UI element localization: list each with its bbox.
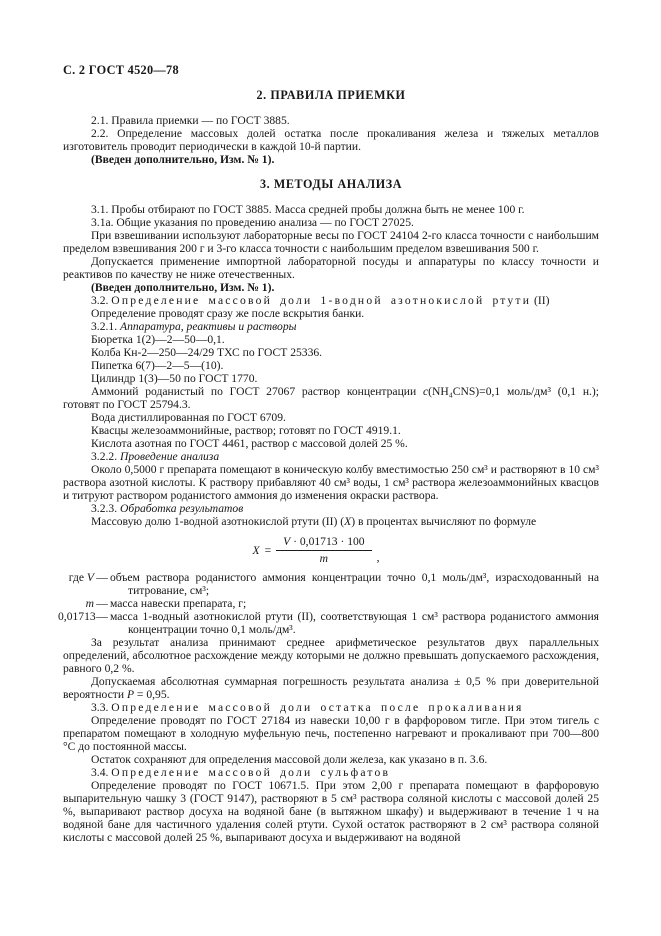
probability-symbol: P xyxy=(126,688,135,701)
formula-intro-variable: X xyxy=(344,515,352,528)
amendment-note-section-2: (Введен дополнительно, Изм. № 1). xyxy=(91,153,275,166)
paragraph-analysis-procedure: Около 0,5000 г препарата помещают в коническую колбу вместимостью 250 см³ и растворяют в 10 см³ раствора азотной кислоты. К раствору прибавляют 40 см³ воды, 1 см³ раствора железоаммонийных квасцов и титруют раствором роданистого аммония до изменения окраски раствора. xyxy=(63,463,599,502)
heading-3-3-number: 3.3. xyxy=(91,701,109,714)
list-item-acid: Кислота азотная по ГОСТ 4461, раствор с массовой долей 25 %. xyxy=(91,437,408,450)
formula-numerator xyxy=(276,535,371,551)
heading-3-2-3-number: 3.2.3. xyxy=(91,502,118,515)
paragraph-3-3-procedure: Определение проводят по ГОСТ 27184 из навески 10,00 г в фарфоровом тигле. При этом тигель с препаратом помещают в холодную муфельную печь, постепенно нагревают и прокаливают при 700—800 °С до постоянной массы. xyxy=(63,714,599,753)
paragraph-error-tolerance xyxy=(63,675,599,701)
legend-dash: — xyxy=(96,610,108,623)
list-item-pipette: Пипетка 6(7)—2—5—(10). xyxy=(91,359,224,372)
section-3-title: 3. МЕТОДЫ АНАЛИЗА xyxy=(259,177,403,191)
formula-legend xyxy=(58,571,599,636)
formula-block xyxy=(63,535,569,565)
heading-3-2-1-title: Аппаратура, реактивы и растворы xyxy=(120,320,297,333)
formula-intro-post: ) в процентах вычисляют по формуле xyxy=(351,515,537,528)
list-item-cylinder: Цилиндр 1(3)—50 по ГОСТ 1770. xyxy=(91,372,258,385)
legend-text-volume: объем раствора роданистого аммония концентрации точно 0,1 моль/дм³, израсходованный на титрование, см³; xyxy=(110,571,599,597)
heading-3-3 xyxy=(63,701,599,714)
paragraph-2-1: 2.1. Правила приемки — по ГОСТ 3885. xyxy=(91,114,290,127)
paragraph-3-3-residue: Остаток сохраняют для определения массовой доли железа, как указано в п. 3.6. xyxy=(91,753,488,766)
section-2-title: 2. ПРАВИЛА ПРИЕМКИ xyxy=(256,88,406,102)
heading-3-4 xyxy=(63,766,599,779)
paragraph-scales: При взвешивании используют лабораторные весы по ГОСТ 24104 2-го класса точности с наибольшим пределом взвешивания 200 г и 3-го класса точности с наибольшим пределом взвешивания 500 г. xyxy=(63,229,599,255)
heading-3-2-3 xyxy=(63,502,599,515)
legend-variable-v: V xyxy=(86,571,94,584)
formula-denominator: m xyxy=(319,552,329,565)
formula-comma: , xyxy=(376,551,380,564)
paragraph-3-1: 3.1. Пробы отбирают по ГОСТ 3885. Масса средней пробы должна быть не менее 100 г. xyxy=(91,203,525,216)
list-item-burette: Бюретка 1(2)—2—50—0,1. xyxy=(91,333,225,346)
list-item-flask: Колба Кн-2—250—24/29 ТХС по ГОСТ 25336. xyxy=(91,346,323,359)
ammonium-text-pre: Аммоний роданистый по ГОСТ 27067 раствор концентрации xyxy=(91,385,423,398)
list-item-alum: Квасцы железоаммонийные, раствор; готовят по ГОСТ 4919.1. xyxy=(91,424,401,437)
heading-3-3-title: Определение массовой доли остатка после прокаливания xyxy=(111,701,524,714)
page-header: С. 2 ГОСТ 4520—78 xyxy=(63,63,179,77)
legend-coefficient-value: 0,01713 xyxy=(58,610,96,623)
legend-where-word: где xyxy=(68,571,87,584)
amendment-note-section-3: (Введен дополнительно, Изм. № 1). xyxy=(91,281,275,294)
heading-3-2-2-title: Проведение анализа xyxy=(120,450,220,463)
list-item-water: Вода дистиллированная по ГОСТ 6709. xyxy=(91,411,286,424)
paragraph-2-2: 2.2. Определение массовых долей остатка после прокаливания железа и тяжелых металлов изготовитель проводит периодически в каждой 10-й партии. xyxy=(63,127,599,153)
formula-lhs: X xyxy=(252,543,260,557)
heading-3-2-title: Определение массовой доли 1-водной азотнокислой ртути xyxy=(111,294,532,307)
heading-3-4-title: Определение массовой доли сульфатов xyxy=(111,766,391,779)
formula-numerator-variable: V xyxy=(283,535,291,548)
heading-3-4-number: 3.4. xyxy=(91,766,109,779)
legend-row-coefficient xyxy=(58,610,599,636)
legend-dash: — xyxy=(96,597,108,610)
formula-fraction xyxy=(276,535,371,565)
legend-text-mass: масса навески препарата, г; xyxy=(110,597,247,610)
ammonium-text-post: (NH₄CNS)=0,1 моль/дм³ (0,1 н.); готовят по ГОСТ 25794.3. xyxy=(63,385,600,411)
legend-label-volume xyxy=(58,571,94,597)
legend-text-coefficient: масса 1-водный азотнокислой ртути (II), соответствующая 1 см³ раствора роданистого аммония концентрации точно 0,1 моль/дм³. xyxy=(110,610,599,636)
legend-row-mass xyxy=(58,597,599,610)
heading-3-2-2 xyxy=(63,450,599,463)
paragraph-3-1a: 3.1а. Общие указания по проведению анализа — по ГОСТ 27025. xyxy=(91,216,414,229)
formula-equals-sign: = xyxy=(264,543,272,557)
heading-3-2-suffix: (II) xyxy=(534,294,550,307)
concentration-symbol: с xyxy=(422,385,429,398)
list-item-ammonium xyxy=(63,385,599,411)
heading-3-2-1-number: 3.2.1. xyxy=(91,320,118,333)
paragraph-3-4-procedure: Определение проводят по ГОСТ 10671.5. При этом 2,00 г препарата помещают в фарфоровую выпарительную чашку 3 (ГОСТ 9147), растворяют в 5 см³ раствора соляной кислоты с массовой долей 25 %, выпаривают раствор досуха на водяной бане (в вытяжном шкафу) и выдерживают в течение 1 ч на водяной бане для частичного удаления солей ртути. Сухой остаток растворяют в 2 см³ раствора соляной кислоты с массовой долей 25 %, выпаривают досуха и выдерживают на водяной xyxy=(63,779,599,844)
heading-3-2-1 xyxy=(63,320,599,333)
heading-3-2-3-title: Обработка результатов xyxy=(120,502,244,515)
legend-variable-m: m xyxy=(85,597,94,610)
paragraph-formula-intro xyxy=(63,515,599,528)
heading-3-2-number: 3.2. xyxy=(91,294,109,307)
error-text-pre: Допускаемая абсолютная суммарная погрешность результата анализа ± 0,5 % при доверительной вероятности xyxy=(63,675,599,701)
heading-3-2 xyxy=(63,294,599,307)
formula-intro-pre: Массовую долю 1-водной азотнокислой ртути (II) ( xyxy=(91,515,345,528)
paragraph-3-2-opening: Определение проводят сразу же после вскрытия банки. xyxy=(91,307,365,320)
legend-dash: — xyxy=(96,571,108,584)
paragraph-import: Допускается применение импортной лабораторной посуды и аппаратуры по классу точности и реактивов по качеству не ниже отечественных. xyxy=(63,255,599,281)
heading-3-2-2-number: 3.2.2. xyxy=(91,450,118,463)
formula-numerator-rest: · 0,01713 · 100 xyxy=(290,535,365,548)
error-text-post: = 0,95. xyxy=(134,688,170,701)
legend-row-volume xyxy=(58,571,599,597)
paragraph-result-rule: За результат анализа принимают среднее арифметическое результатов двух параллельных определений, абсолютное расхождение между которыми не должно превышать допускаемого расхождения, равного 0,2 %. xyxy=(63,636,599,675)
